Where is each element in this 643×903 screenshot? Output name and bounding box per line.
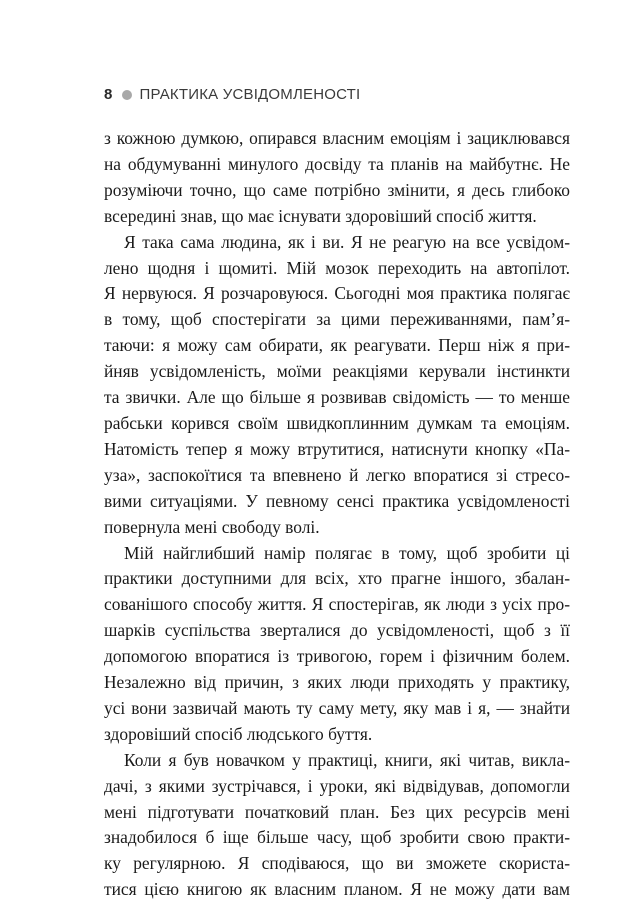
text-line: Я така сама людина, як і ви. Я не реагую на все усвідом- (124, 231, 570, 252)
text-line: тися цією книгою як власним планом. Я не можу дати вам (104, 879, 570, 900)
text-line: шарків суспільства зверталися до усвідомленості, щоб з її (104, 620, 570, 641)
text-line: розуміючи точно, що саме потрібно змінити, я десь глибоко (104, 179, 570, 200)
bullet-dot-icon (122, 90, 132, 100)
text-line: таючи: я можу сам обирати, як реагувати. Перш ніж я при- (104, 335, 570, 356)
text-line: дачі, з якими зустрічався, і уроки, які відвідував, допомогли (104, 775, 570, 796)
text-line: з кожною думкою, опирався власним емоціям і зациклювався (104, 128, 570, 148)
text-line: Натомість тепер я можу втрутитися, натиснути кнопку «Па- (104, 438, 570, 459)
text-line: йняв усвідомленість, моїми реакціями керували інстинкти (104, 361, 570, 382)
text-line: Я нервуюся. Я розчаровуюся. Сьогодні моя практика полягає (104, 283, 570, 304)
text-line: вими ситуаціями. У певному сенсі практика усвідомленості (104, 490, 570, 511)
paragraph (104, 126, 570, 230)
text-line: допомогою впоратися із тривогою, горем і фізичним болем. (104, 646, 570, 667)
text-line: сованішого способу життя. Я спостерігав, як люди з усіх про- (104, 594, 570, 615)
body-text (104, 126, 570, 903)
text-line: Незалежно від причин, з яких люди приходять у практику, (104, 672, 570, 693)
text-line: ку регулярною. Я сподіваюся, що ви зможете скориста- (104, 853, 570, 874)
text-line: на обдумуванні минулого досвіду та планів на майбутнє. Не (104, 153, 570, 174)
text-line: практики доступними для всіх, хто прагне іншого, збалан- (104, 568, 570, 589)
text-line: всередині знав, що має існувати здоровіший спосіб життя. (104, 205, 537, 226)
text-line: та звички. Але що більше я розвивав свідомість — то менше (104, 387, 570, 408)
paragraph (104, 748, 570, 903)
page-number: 8 (104, 86, 113, 103)
paragraph (104, 230, 570, 541)
text-line: уза», заспокоїтися та впевнено й легко впоратися зі стресо- (104, 464, 570, 485)
text-line: Коли я був новачком у практиці, книги, які читав, викла- (124, 749, 570, 770)
text-line: в тому, щоб спостерігати за цими переживаннями, пам’я- (104, 309, 570, 330)
text-line: мені підготувати початковий план. Без цих ресурсів мені (104, 801, 570, 822)
chapter-title: ПРАКТИКА УСВІДОМЛЕНОСТІ (139, 86, 361, 103)
text-line: повернула мені свободу волі. (104, 516, 320, 537)
paragraph (104, 541, 570, 748)
text-line: лено щодня і щомиті. Мій мозок переходить на автопілот. (104, 257, 570, 278)
text-line: знадобилося б іще більше часу, щоб зробити свою практи- (104, 827, 570, 848)
text-line: Мій найглибший намір полягає в тому, щоб зробити ці (124, 542, 570, 563)
text-line: здоровіший спосіб людського буття. (104, 723, 373, 744)
running-header (104, 86, 360, 103)
text-line: рабськи корився своїм швидкоплинним думкам та емоціям. (104, 412, 570, 433)
text-line: усі вони зазвичай мають ту саму мету, яку мав і я, — знайти (104, 697, 570, 718)
